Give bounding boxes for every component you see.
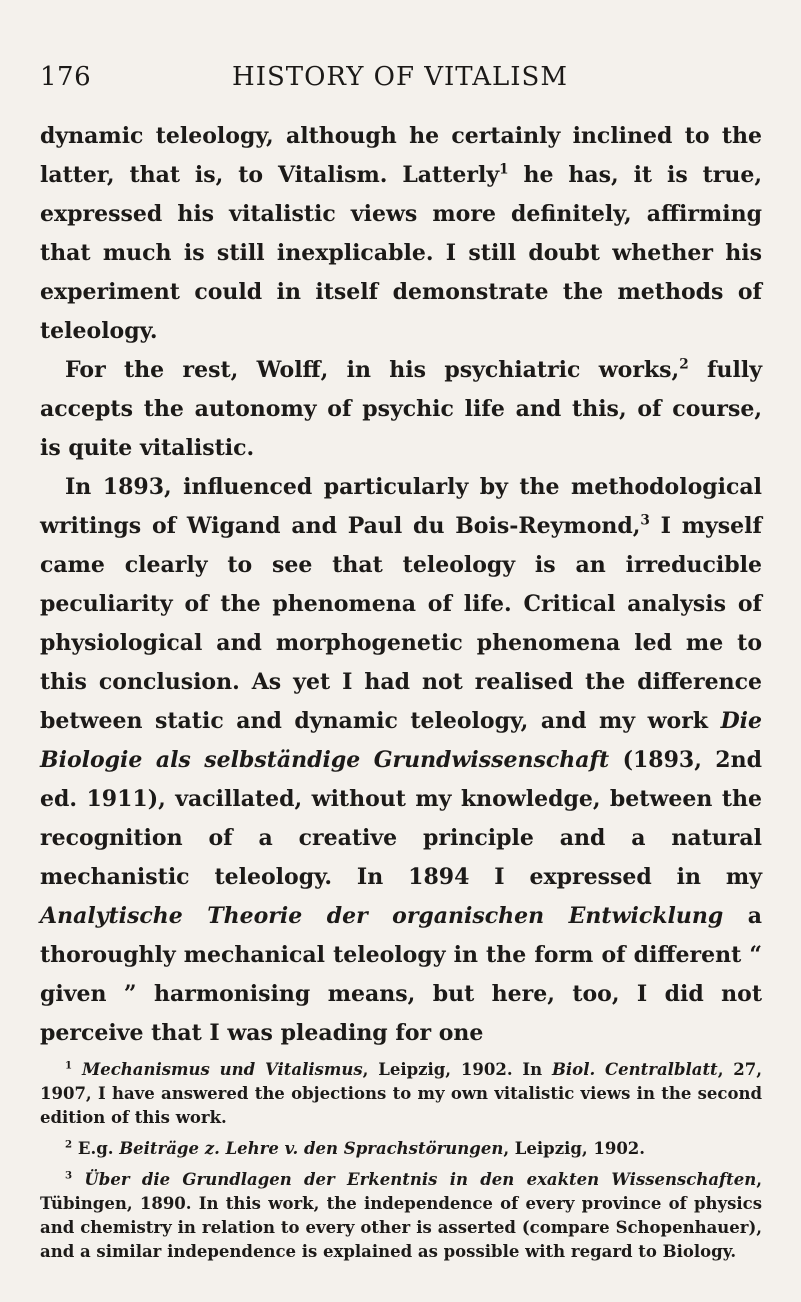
italic-title: Die Biologie als selbständige Grundwissenschaft [40, 708, 762, 773]
footnote-marker: 3 [640, 512, 650, 529]
main-text [40, 117, 762, 1053]
text-run: E.g. [72, 1139, 120, 1158]
italic-title: Beiträge z. Lehre v. den Sprachstörungen [119, 1139, 504, 1158]
text-run: In 1893, influenced particularly by the methodological writings of Wigand and Paul du Bois-Reymond, [40, 474, 762, 539]
text-run: he has, it is true, expressed his vitalistic views more definitely, affirming that much is still inexplicable. I still doubt whether his experiment could in itself demonstrate the methods of teleology. [40, 162, 763, 344]
text-run [72, 1170, 84, 1189]
text-run: I myself came clearly to see that teleology is an irreducible peculiarity of the phenomena of life. Critical analysis of physiological and morphogenetic phenomena led me to this conclusion. As yet I had not realised the difference between static and dynamic teleology, and my work [40, 513, 762, 734]
paragraph [40, 117, 762, 351]
italic-title: Über die Grundlagen der Erkentnis in den exakten Wissenschaften [84, 1170, 757, 1189]
page-number: 176 [40, 62, 92, 92]
footnote [40, 1137, 762, 1161]
italic-title: Analytische Theorie der organischen Entwicklung [40, 903, 724, 929]
text-run: dynamic teleology, although he certainly inclined to the latter, that is, to Vitalism. Latterly [40, 123, 762, 188]
footnote-marker: 2 [65, 1138, 73, 1151]
paragraph [40, 351, 762, 468]
text-run: , 27, 1907, I have answered the objections to my own vitalistic views in the second edition of this work. [40, 1060, 762, 1127]
footnote [40, 1168, 762, 1264]
italic-title: Mechanismus und Vitalismus [81, 1060, 363, 1079]
text-run: , Leipzig, 1902. [503, 1139, 646, 1158]
text-run: (1893, 2nd ed. 1911), vacillated, without my knowledge, between the recognition of a creative principle and a natural mechanistic teleology. In 1894 I expressed in my [40, 747, 762, 890]
paragraph [40, 468, 762, 1053]
running-title: HISTORY OF VITALISM [232, 62, 568, 92]
text-run: , Leipzig, 1902. In [362, 1060, 552, 1079]
text-run: , Tübingen, 1890. In this work, the independence of every province of physics and chemistry in relation to every other is asserted (compare Schopenhauer), and a similar independence is explained as possible with regard to Biology. [40, 1170, 762, 1261]
footnote-marker: 3 [65, 1169, 73, 1182]
footnote-marker: 2 [679, 356, 689, 373]
text-run: fully accepts the autonomy of psychic life and this, of course, is quite vitalistic. [40, 357, 762, 461]
footnote [40, 1058, 762, 1130]
footnote-marker: 1 [65, 1059, 73, 1072]
footnote-marker: 1 [499, 161, 509, 178]
page-header [40, 62, 760, 96]
footnotes [40, 1058, 762, 1271]
text-run: a thoroughly mechanical teleology in the form of different “ given ” harmonising means, but here, too, I did not perceive that I was pleading for one [40, 903, 762, 1046]
italic-title: Biol. Centralblatt [551, 1060, 718, 1079]
text-run [72, 1060, 82, 1079]
text-run: For the rest, Wolff, in his psychiatric works, [65, 357, 680, 383]
